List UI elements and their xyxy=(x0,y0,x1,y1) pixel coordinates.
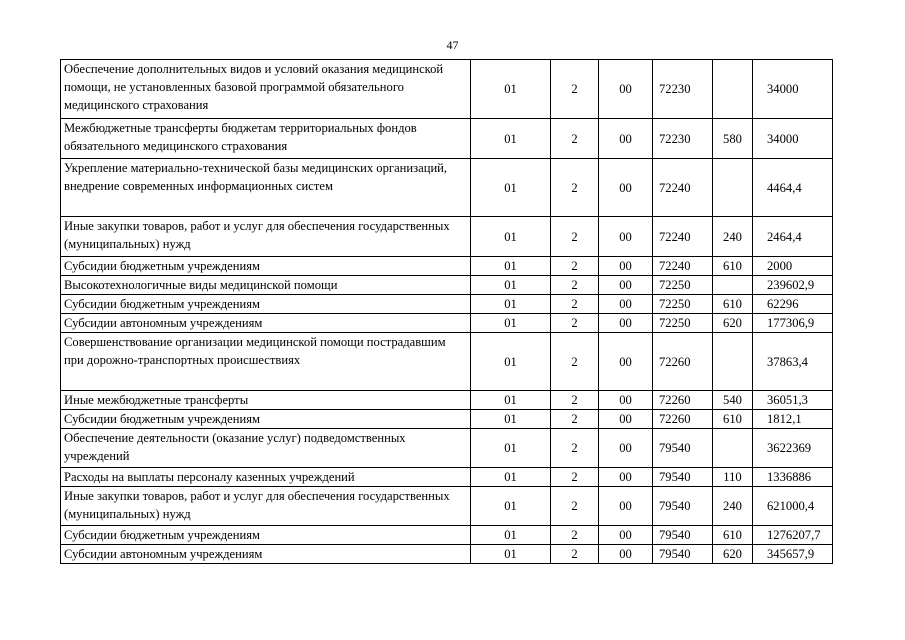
row-main-activity-code: 00 xyxy=(599,429,653,468)
row-expense-type: 240 xyxy=(713,487,753,526)
row-amount: 2000 xyxy=(753,257,833,276)
table-row xyxy=(61,276,833,295)
row-name: Субсидии автономным учреждениям xyxy=(61,545,471,564)
row-subprogram-code: 2 xyxy=(551,391,599,410)
row-amount: 239602,9 xyxy=(753,276,833,295)
row-main-activity-code: 00 xyxy=(599,119,653,159)
row-amount: 62296 xyxy=(753,295,833,314)
row-subprogram-code: 2 xyxy=(551,545,599,564)
row-expense-type: 610 xyxy=(713,410,753,429)
row-subprogram-code: 2 xyxy=(551,257,599,276)
row-expense-type: 610 xyxy=(713,526,753,545)
row-amount: 36051,3 xyxy=(753,391,833,410)
row-direction-code: 72260 xyxy=(653,333,713,391)
table-row xyxy=(61,217,833,257)
row-name: Субсидии автономным учреждениям xyxy=(61,314,471,333)
row-name: Межбюджетные трансферты бюджетам территориальных фондов обязательного медицинского страхования xyxy=(61,119,471,159)
table-row xyxy=(61,526,833,545)
row-main-activity-code: 00 xyxy=(599,276,653,295)
row-direction-code: 72250 xyxy=(653,314,713,333)
table-row xyxy=(61,410,833,429)
table-row xyxy=(61,487,833,526)
row-section-code: 01 xyxy=(471,429,551,468)
row-amount: 345657,9 xyxy=(753,545,833,564)
table-row xyxy=(61,257,833,276)
row-name: Субсидии бюджетным учреждениям xyxy=(61,295,471,314)
row-direction-code: 72240 xyxy=(653,257,713,276)
row-section-code: 01 xyxy=(471,333,551,391)
row-expense-type: 110 xyxy=(713,468,753,487)
row-direction-code: 72260 xyxy=(653,391,713,410)
row-name: Обеспечение деятельности (оказание услуг) подведомственных учреждений xyxy=(61,429,471,468)
row-main-activity-code: 00 xyxy=(599,159,653,217)
row-main-activity-code: 00 xyxy=(599,314,653,333)
row-name: Субсидии бюджетным учреждениям xyxy=(61,257,471,276)
row-name: Субсидии бюджетным учреждениям xyxy=(61,410,471,429)
row-expense-type: 620 xyxy=(713,314,753,333)
row-section-code: 01 xyxy=(471,295,551,314)
row-main-activity-code: 00 xyxy=(599,526,653,545)
row-amount: 1812,1 xyxy=(753,410,833,429)
budget-table xyxy=(60,59,833,564)
row-subprogram-code: 2 xyxy=(551,333,599,391)
table-row xyxy=(61,468,833,487)
row-direction-code: 79540 xyxy=(653,526,713,545)
row-name: Иные межбюджетные трансферты xyxy=(61,391,471,410)
row-section-code: 01 xyxy=(471,276,551,295)
row-direction-code: 72250 xyxy=(653,295,713,314)
row-section-code: 01 xyxy=(471,468,551,487)
page-number: 47 xyxy=(446,38,459,52)
row-direction-code: 79540 xyxy=(653,487,713,526)
row-amount: 621000,4 xyxy=(753,487,833,526)
row-name: Обеспечение дополнительных видов и условий оказания медицинской помощи, не установленных базовой программой обязательного медицинского страхования xyxy=(61,60,471,119)
table-row xyxy=(61,545,833,564)
row-direction-code: 79540 xyxy=(653,429,713,468)
row-amount: 3622369 xyxy=(753,429,833,468)
row-expense-type xyxy=(713,159,753,217)
row-subprogram-code: 2 xyxy=(551,119,599,159)
row-main-activity-code: 00 xyxy=(599,60,653,119)
row-amount: 177306,9 xyxy=(753,314,833,333)
row-main-activity-code: 00 xyxy=(599,217,653,257)
row-expense-type: 540 xyxy=(713,391,753,410)
row-subprogram-code: 2 xyxy=(551,159,599,217)
row-section-code: 01 xyxy=(471,159,551,217)
row-amount: 2464,4 xyxy=(753,217,833,257)
row-subprogram-code: 2 xyxy=(551,526,599,545)
row-expense-type xyxy=(713,333,753,391)
row-expense-type: 580 xyxy=(713,119,753,159)
row-direction-code: 79540 xyxy=(653,468,713,487)
row-main-activity-code: 00 xyxy=(599,391,653,410)
row-subprogram-code: 2 xyxy=(551,276,599,295)
row-direction-code: 72260 xyxy=(653,410,713,429)
table-row xyxy=(61,159,833,217)
row-direction-code: 72240 xyxy=(653,217,713,257)
row-expense-type: 620 xyxy=(713,545,753,564)
row-main-activity-code: 00 xyxy=(599,333,653,391)
row-section-code: 01 xyxy=(471,60,551,119)
table-row xyxy=(61,333,833,391)
row-subprogram-code: 2 xyxy=(551,217,599,257)
row-section-code: 01 xyxy=(471,410,551,429)
row-section-code: 01 xyxy=(471,526,551,545)
row-subprogram-code: 2 xyxy=(551,410,599,429)
row-name: Иные закупки товаров, работ и услуг для обеспечения государственных (муниципальных) нужд xyxy=(61,217,471,257)
row-direction-code: 79540 xyxy=(653,545,713,564)
row-expense-type: 610 xyxy=(713,257,753,276)
row-amount: 1336886 xyxy=(753,468,833,487)
row-main-activity-code: 00 xyxy=(599,257,653,276)
table-row xyxy=(61,119,833,159)
row-direction-code: 72240 xyxy=(653,159,713,217)
row-subprogram-code: 2 xyxy=(551,468,599,487)
row-amount: 34000 xyxy=(753,119,833,159)
row-amount: 37863,4 xyxy=(753,333,833,391)
row-main-activity-code: 00 xyxy=(599,410,653,429)
table-row xyxy=(61,429,833,468)
row-subprogram-code: 2 xyxy=(551,314,599,333)
row-section-code: 01 xyxy=(471,487,551,526)
row-subprogram-code: 2 xyxy=(551,429,599,468)
row-section-code: 01 xyxy=(471,391,551,410)
row-expense-type xyxy=(713,276,753,295)
row-amount: 4464,4 xyxy=(753,159,833,217)
row-subprogram-code: 2 xyxy=(551,60,599,119)
row-name: Совершенствование организации медицинской помощи пострадавшим при дорожно-транспортных происшествиях xyxy=(61,333,471,391)
row-direction-code: 72230 xyxy=(653,119,713,159)
row-subprogram-code: 2 xyxy=(551,487,599,526)
row-direction-code: 72250 xyxy=(653,276,713,295)
row-name: Субсидии бюджетным учреждениям xyxy=(61,526,471,545)
row-section-code: 01 xyxy=(471,119,551,159)
row-expense-type xyxy=(713,429,753,468)
row-main-activity-code: 00 xyxy=(599,468,653,487)
table-row xyxy=(61,391,833,410)
row-section-code: 01 xyxy=(471,217,551,257)
row-main-activity-code: 00 xyxy=(599,545,653,564)
row-expense-type xyxy=(713,60,753,119)
row-main-activity-code: 00 xyxy=(599,295,653,314)
row-subprogram-code: 2 xyxy=(551,295,599,314)
row-name: Высокотехнологичные виды медицинской помощи xyxy=(61,276,471,295)
row-name: Укрепление материально-технической базы медицинских организаций, внедрение современных информационных систем xyxy=(61,159,471,217)
row-amount: 1276207,7 xyxy=(753,526,833,545)
row-amount: 34000 xyxy=(753,60,833,119)
table-row xyxy=(61,314,833,333)
row-section-code: 01 xyxy=(471,545,551,564)
row-main-activity-code: 00 xyxy=(599,487,653,526)
row-expense-type: 240 xyxy=(713,217,753,257)
row-section-code: 01 xyxy=(471,257,551,276)
row-direction-code: 72230 xyxy=(653,60,713,119)
row-name: Расходы на выплаты персоналу казенных учреждений xyxy=(61,468,471,487)
row-expense-type: 610 xyxy=(713,295,753,314)
table-row xyxy=(61,60,833,119)
row-name: Иные закупки товаров, работ и услуг для обеспечения государственных (муниципальных) нужд xyxy=(61,487,471,526)
table-row xyxy=(61,295,833,314)
row-section-code: 01 xyxy=(471,314,551,333)
